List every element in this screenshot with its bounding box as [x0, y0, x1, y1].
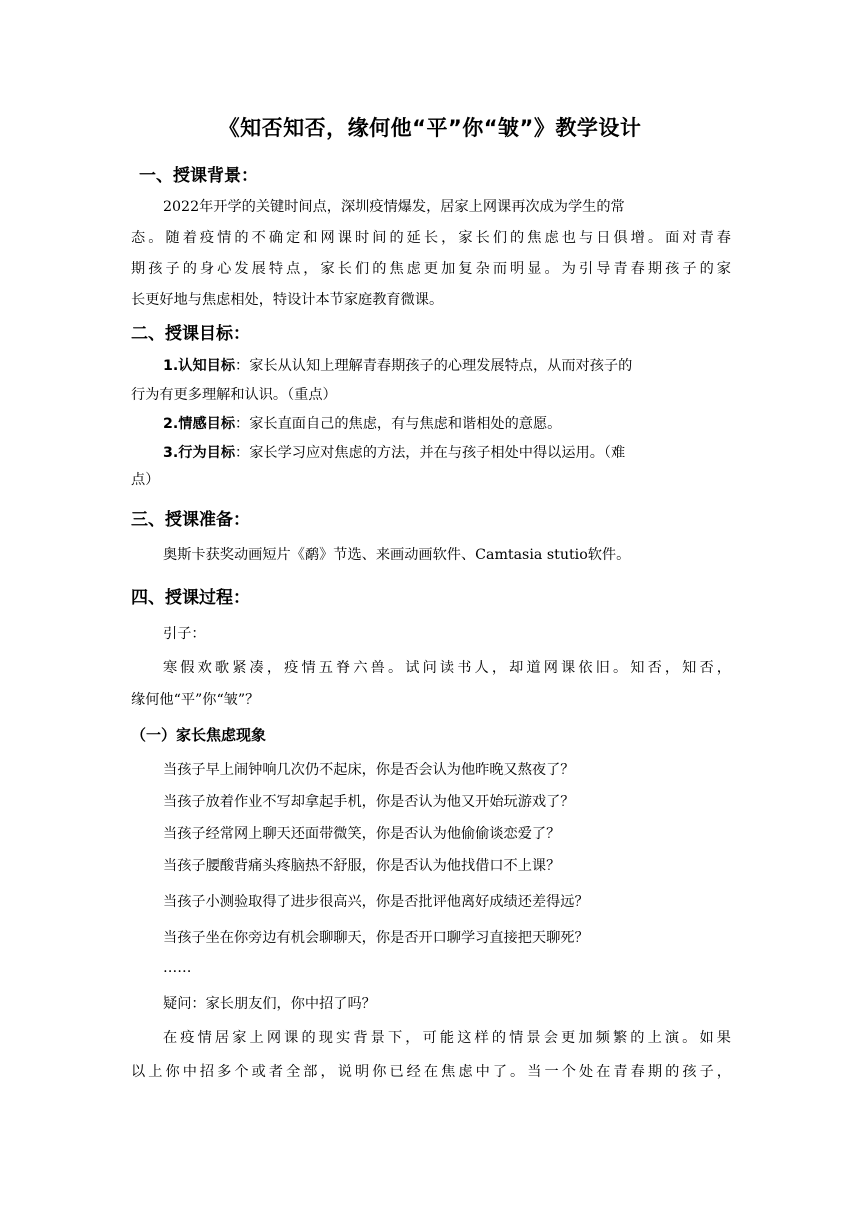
goal-label-3: 3.行为目标 — [163, 445, 236, 461]
scenario-6: 当孩子坐在你旁边有机会聊聊天，你是否开口聊学习直接把天聊死？ — [163, 930, 589, 946]
background-line-3: 期孩子的身心发展特点，家长们的焦虑更加复杂而明显。为引导青春期孩子的家 — [131, 261, 731, 277]
background-line-4: 长更好地与焦虑相处，特设计本节家庭教育微课。 — [131, 292, 444, 308]
document-title: 《知否知否，缘何他“平”你“皱”》教学设计 — [218, 116, 642, 140]
heading-goals: 二、授课目标： — [131, 324, 250, 344]
closing-line-2: 以上你中招多个或者全部，说明你已经在焦虑中了。当一个处在青春期的孩子， — [131, 1064, 731, 1080]
question-line: 疑问：家长朋友们，你中招了吗？ — [163, 996, 376, 1012]
scenario-3: 当孩子经常网上聊天还面带微笑，你是否认为他偷偷谈恋爱了？ — [163, 826, 561, 842]
intro-line-2: 缘何他“平”你“皱”？ — [131, 692, 260, 708]
heading-process: 四、授课过程： — [131, 588, 250, 608]
goal-label-1: 1.认知目标 — [163, 358, 236, 374]
heading-background: 一、授课背景： — [139, 166, 258, 186]
scenario-4: 当孩子腰酸背痛头疼脑热不舒服，你是否认为他找借口不上课？ — [163, 858, 561, 874]
intro-label: 引子： — [163, 626, 206, 642]
background-line-1: 2022年开学的关键时间点，深圳疫情爆发，居家上网课再次成为学生的常 — [163, 199, 625, 215]
intro-line-1: 寒假欢歌紧凑，疫情五脊六兽。试问读书人，却道网课依旧。知否，知否， — [163, 660, 731, 676]
scenario-1: 当孩子早上闹钟响几次仍不起床，你是否会认为他昨晚又熬夜了？ — [163, 762, 575, 778]
closing-line-1: 在疫情居家上网课的现实背景下，可能这样的情景会更加频繁的上演。如果 — [163, 1030, 731, 1046]
background-line-2: 态。随着疫情的不确定和网课时间的延长，家长们的焦虑也与日俱增。面对青春 — [131, 230, 731, 246]
ellipsis: …… — [163, 960, 192, 976]
goal-text-3: ：家长学习应对焦虑的方法，并在与孩子相处中得以运用。（难 — [235, 445, 626, 461]
goal-text-2: ：家长直面自己的焦虑，有与焦虑和谐相处的意愿。 — [235, 416, 562, 432]
scenario-2: 当孩子放着作业不写却拿起手机，你是否认为他又开始玩游戏了？ — [163, 794, 575, 810]
scenario-5: 当孩子小测验取得了进步很高兴，你是否批评他离好成绩还差得远？ — [163, 894, 589, 910]
preparation-line: 奥斯卡获奖动画短片《鹬》节选、来画动画软件、Camtasia stutio软件。 — [163, 547, 631, 563]
goal-text-1: ：家长从认知上理解青春期孩子的心理发展特点，从而对孩子的 — [235, 358, 633, 374]
goal-continuation-3: 点） — [131, 472, 160, 488]
subsection-heading-anxiety: （一）家长焦虑现象 — [131, 726, 267, 744]
goal-item-2 — [163, 414, 731, 434]
goal-continuation-1: 行为有更多理解和认识。（重点） — [131, 387, 337, 403]
goal-label-2: 2.情感目标 — [163, 416, 236, 432]
goal-item-3 — [163, 443, 731, 463]
goal-item-1 — [163, 356, 731, 376]
heading-preparation: 三、授课准备： — [131, 510, 250, 530]
